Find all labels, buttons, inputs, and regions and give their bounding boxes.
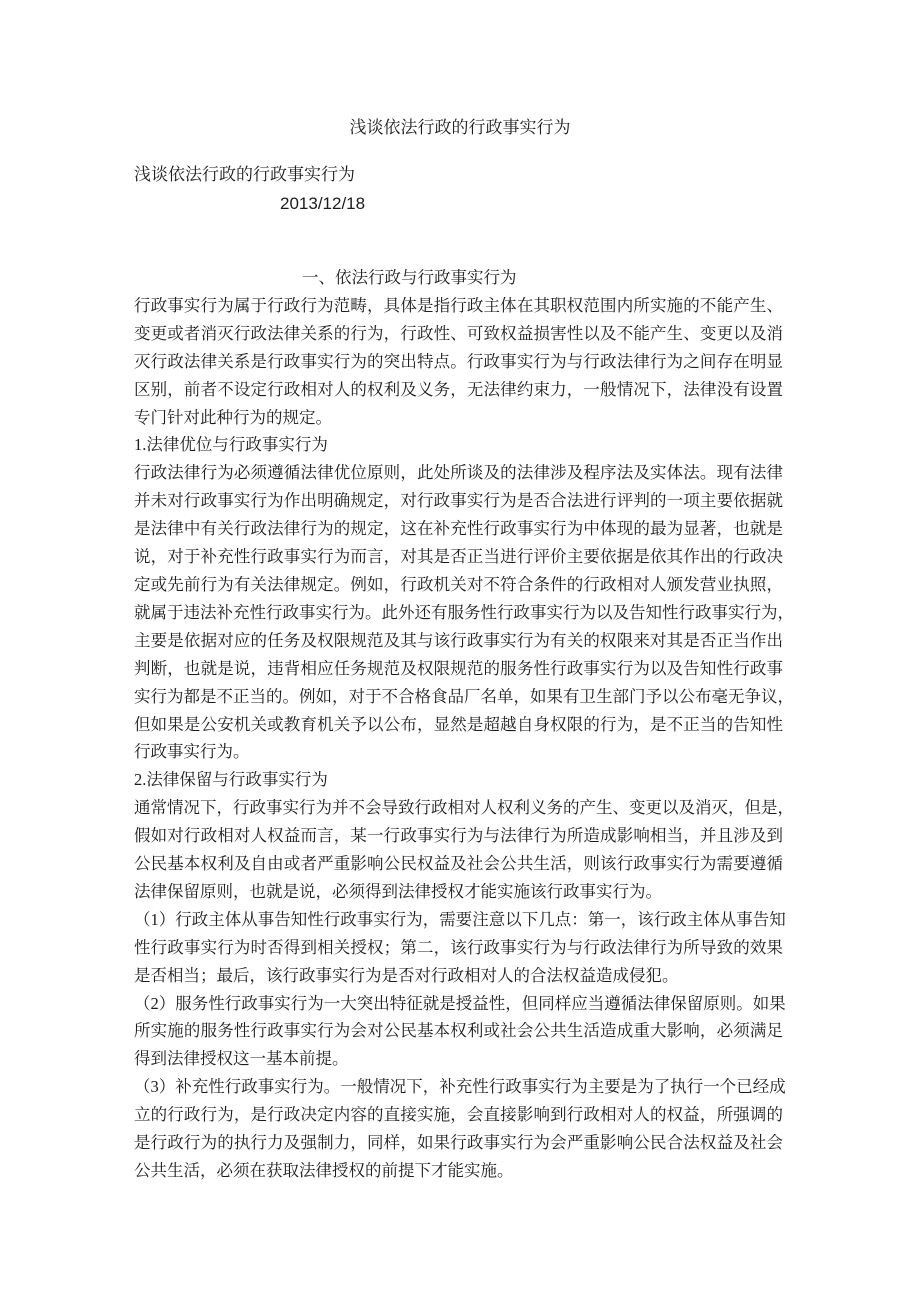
text-line: 所实施的服务性行政事实行为会对公民基本权利或社会公共生活造成重大影响，必须满足	[134, 1021, 783, 1041]
text-line: 实行为都是不正当的。例如，对于不合格食品厂名单，如果有卫生部门予以公布毫无争议，	[134, 686, 794, 706]
document-body	[134, 264, 794, 1185]
text-line: （2）服务性行政事实行为一大突出特征就是授益性，但同样应当遵循法律保留原则。如果	[134, 993, 786, 1013]
text-line: 定或先前行为有关法律规定。例如，行政机关对不符合条件的行政相对人颁发营业执照，	[134, 574, 783, 594]
text-line: 说，对于补充性行政事实行为而言，对其是否正当进行评价主要依据是依其作出的行政决	[134, 547, 783, 567]
document-title: 浅谈依法行政的行政事实行为	[349, 118, 571, 137]
text-line: 假如对行政相对人权益而言，某一行政事实行为与法律行为所造成影响相当，并且涉及到	[134, 826, 783, 846]
text-line: 立的行政行为，是行政决定内容的直接实施，会直接影响到行政相对人的权益，所强调的	[134, 1105, 783, 1125]
text-line: 是行政行为的执行力及强制力，同样，如果行政事实行为会严重影响公民合法权益及社会	[134, 1133, 783, 1153]
text-line: 但如果是公安机关或教育机关予以公布，显然是超越自身权限的行为，是不正当的告知性	[134, 714, 783, 734]
text-line: 就属于违法补充性行政事实行为。此外还有服务性行政事实行为以及告知性行政事实行为，	[134, 602, 794, 622]
text-line: （3）补充性行政事实行为。一般情况下，补充性行政事实行为主要是为了执行一个已经成	[134, 1077, 786, 1097]
text-line: 区别，前者不设定行政相对人的权利及义务，无法律约束力，一般情况下，法律没有设置	[134, 379, 783, 399]
text-line: 是否相当；最后，该行政事实行为是否对行政相对人的合法权益造成侵犯。	[134, 965, 679, 985]
text-line: 行政事实行为属于行政行为范畴，具体是指行政主体在其职权范围内所实施的不能产生、	[134, 295, 783, 315]
text-line: 是法律中有关行政法律行为的规定，这在补充性行政事实行为中体现的最为显著，也就是	[134, 519, 783, 539]
text-line: 专门针对此种行为的规定。	[134, 407, 332, 427]
text-line: 灭行政法律关系是行政事实行为的突出特点。行政事实行为与行政法律行为之间存在明显	[134, 351, 783, 371]
text-line: 性行政事实行为时否得到相关授权；第二，该行政事实行为与行政法律行为所导致的效果	[134, 937, 783, 957]
text-line: 1.法律优位与行政事实行为	[134, 435, 328, 455]
body-text-lines	[134, 292, 794, 1185]
text-line: 2.法律保留与行政事实行为	[134, 770, 328, 790]
text-line: 得到法律授权这一基本前提。	[134, 1049, 349, 1069]
text-line: 法律保留原则，也就是说，必须得到法律授权才能实施该行政事实行为。	[134, 881, 662, 901]
text-line: 变更或者消灭行政法律关系的行为，行政性、可致权益损害性以及不能产生、变更以及消	[134, 323, 783, 343]
text-line: 通常情况下，行政事实行为并不会导致行政相对人权利义务的产生、变更以及消灭，但是，	[134, 798, 794, 818]
text-line: 主要是依据对应的任务及权限规范及其与该行政事实行为有关的权限来对其是否正当作出	[134, 630, 783, 650]
section-heading: 一、依法行政与行政事实行为	[302, 268, 517, 287]
text-line: 判断，也就是说，违背相应任务规范及权限规范的服务性行政事实行为以及告知性行政事	[134, 658, 783, 678]
document-subtitle: 浅谈依法行政的行政事实行为	[134, 165, 355, 184]
text-line: 行政事实行为。	[134, 742, 250, 762]
text-line: 公民基本权利及自由或者严重影响公民权益及社会公共生活，则该行政事实行为需要遵循	[134, 854, 783, 874]
text-line: 行政法律行为必须遵循法律优位原则，此处所谈及的法律涉及程序法及实体法。现有法律	[134, 463, 783, 483]
text-line: 公共生活，必须在获取法律授权的前提下才能实施。	[134, 1161, 514, 1180]
document-date: 2013/12/18	[280, 194, 366, 213]
text-line: （1）行政主体从事告知性行政事实行为，需要注意以下几点：第一，该行政主体从事告知	[134, 909, 786, 929]
text-line: 并未对行政事实行为作出明确规定，对行政事实行为是否合法进行评判的一项主要依据就	[134, 491, 783, 511]
